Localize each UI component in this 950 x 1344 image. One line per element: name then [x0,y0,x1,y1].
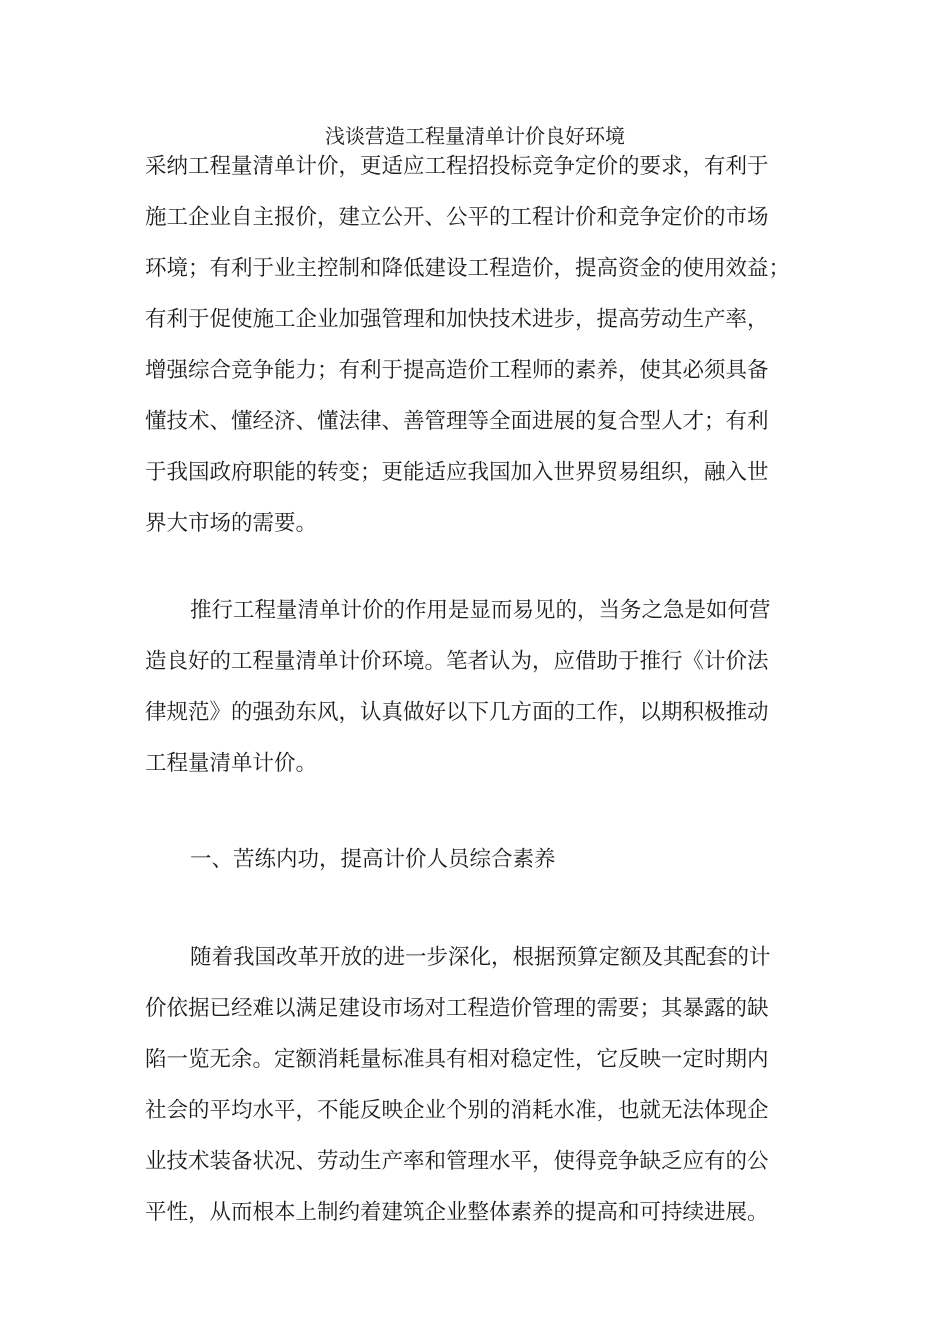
paragraph-line: 环境；有利于业主控制和降低建设工程造价，提高资金的使用效益； [145,256,791,281]
paragraph-line: 平性，从而根本上制约着建筑企业整体素养的提高和可持续进展。 [145,1200,769,1225]
paragraph-1 [145,141,825,549]
paragraph-line: 采纳工程量清单计价，更适应工程招投标竞争定价的要求，有利于 [145,154,769,179]
paragraph-line: 工程量清单计价。 [145,751,318,776]
paragraph-line: 增强综合竞争能力；有利于提高造价工程师的素养，使其必须具备 [145,358,769,383]
paragraph-4 [145,932,825,1238]
paragraph-line: 施工企业自主报价，建立公开、公平的工程计价和竞争定价的市场 [145,205,769,230]
paragraph-line: 造良好的工程量清单计价环境。笔者认为，应借助于推行《计价法 [145,649,769,674]
paragraph-line: 有利于促使施工企业加强管理和加快技术进步，提高劳动生产率， [145,307,769,332]
document-title: 浅谈营造工程量清单计价良好环境 [325,124,625,148]
paragraph-line: 律规范》的强劲东风，认真做好以下几方面的工作，以期积极推动 [145,700,769,725]
paragraph-line: 业技术装备状况、劳动生产率和管理水平，使得竞争缺乏应有的公 [145,1149,769,1174]
paragraph-line: 陷一览无余。定额消耗量标准具有相对稳定性，它反映一定时期内 [145,1047,769,1072]
paragraph-line: 推行工程量清单计价的作用是显而易见的，当务之急是如何营 [190,598,771,623]
paragraph-line: 界大市场的需要。 [145,511,318,536]
section-heading-text: 一、苦练内功，提高计价人员综合素养 [190,847,556,872]
paragraph-line: 于我国政府职能的转变；更能适应我国加入世界贸易组织，融入世 [145,460,769,485]
paragraph-line: 随着我国改革开放的进一步深化，根据预算定额及其配套的计 [190,945,771,970]
paragraph-line: 懂技术、懂经济、懂法律、善管理等全面进展的复合型人才；有利 [145,409,769,434]
paragraph-line: 社会的平均水平，不能反映企业个别的消耗水准，也就无法体现企 [145,1098,769,1123]
section-heading [145,834,825,885]
paragraph-2 [145,585,825,789]
paragraph-line: 价依据已经难以满足建设市场对工程造价管理的需要；其暴露的缺 [145,996,769,1021]
